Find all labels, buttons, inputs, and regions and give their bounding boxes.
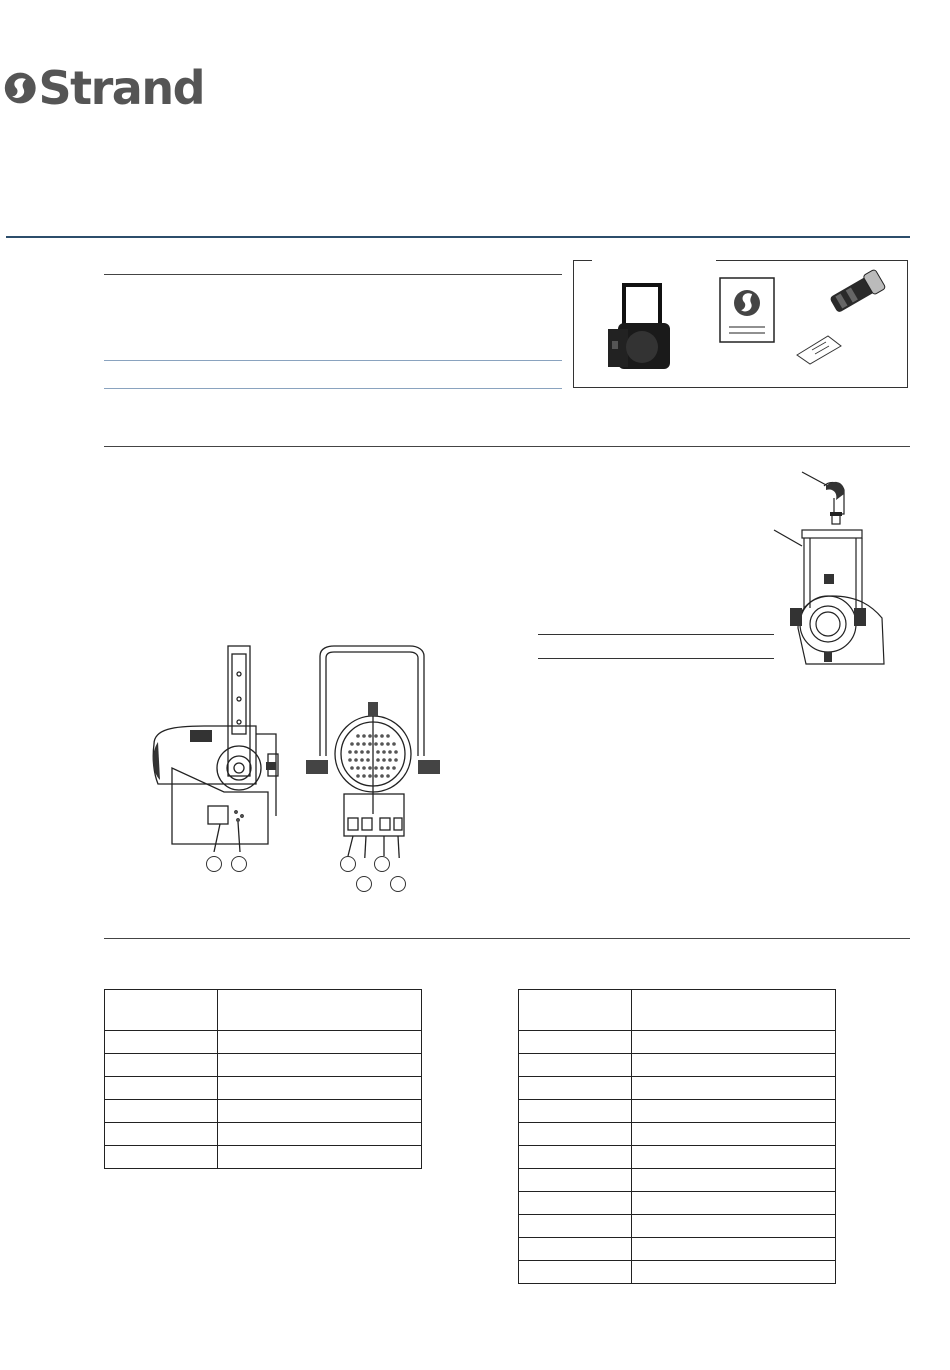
- table-row: [105, 1031, 422, 1054]
- table-cell: [218, 1100, 422, 1123]
- table-cell: [519, 1192, 632, 1215]
- table-header-cell: [519, 990, 632, 1031]
- rear-callout-2: [374, 856, 390, 872]
- table-row: [519, 1123, 836, 1146]
- hanging-clamp-icon: [772, 468, 892, 672]
- section-rule: [104, 274, 562, 275]
- table-cell: [632, 1261, 836, 1284]
- table-row: [105, 1123, 422, 1146]
- table-cell: [105, 1123, 218, 1146]
- section-rule: [104, 360, 562, 361]
- table-cell: [519, 1077, 632, 1100]
- table-cell: [519, 1261, 632, 1284]
- table-cell: [632, 1146, 836, 1169]
- section-rule: [104, 938, 910, 939]
- table-cell: [519, 1031, 632, 1054]
- table-cell: [218, 1077, 422, 1100]
- table-cell: [519, 1054, 632, 1077]
- rear-callout-4: [390, 876, 406, 892]
- table-row: [519, 1192, 836, 1215]
- table-cell: [632, 1123, 836, 1146]
- brand-logo: [4, 62, 204, 114]
- table-row: [105, 1100, 422, 1123]
- table-cell: [105, 1054, 218, 1077]
- table-cell: [632, 1100, 836, 1123]
- table-cell: [519, 1169, 632, 1192]
- box-gap: [592, 259, 716, 262]
- spec-table-left: [104, 989, 422, 1169]
- side-callout-1: [206, 856, 222, 872]
- section-rule: [538, 658, 774, 659]
- table-cell: [632, 1031, 836, 1054]
- table-cell: [105, 1100, 218, 1123]
- table-cell: [218, 1031, 422, 1054]
- section-rule: [104, 388, 562, 389]
- table-cell: [519, 1100, 632, 1123]
- table-cell: [519, 1238, 632, 1261]
- section-rule: [104, 446, 910, 447]
- table-header-cell: [105, 990, 218, 1031]
- table-cell: [218, 1054, 422, 1077]
- table-cell: [218, 1146, 422, 1169]
- manual-document-icon: [719, 277, 777, 345]
- table-cell: [218, 1123, 422, 1146]
- table-row: [519, 1169, 836, 1192]
- fixture-rear-view: [300, 644, 446, 858]
- table-row: [519, 1261, 836, 1284]
- table-row: [519, 1238, 836, 1261]
- table-row: [519, 1077, 836, 1100]
- spec-table-right: [518, 989, 836, 1284]
- table-cell: [632, 1238, 836, 1261]
- table-cell: [105, 1077, 218, 1100]
- table-row: [519, 1215, 836, 1238]
- table-header-row: [105, 990, 422, 1031]
- rear-callout-1: [340, 856, 356, 872]
- warranty-card-icon: [794, 333, 844, 367]
- header-rule: [6, 236, 910, 238]
- section-rule: [538, 634, 774, 635]
- table-cell: [519, 1215, 632, 1238]
- table-row: [519, 1031, 836, 1054]
- table-cell: [519, 1146, 632, 1169]
- table-cell: [632, 1215, 836, 1238]
- table-header-row: [519, 990, 836, 1031]
- side-callout-2: [231, 856, 247, 872]
- table-row: [519, 1146, 836, 1169]
- fresnel-fixture-icon: [602, 279, 682, 375]
- table-cell: [105, 1031, 218, 1054]
- table-cell: [105, 1146, 218, 1169]
- table-cell: [632, 1054, 836, 1077]
- table-row: [519, 1054, 836, 1077]
- table-cell: [519, 1123, 632, 1146]
- brand-name: Strand: [38, 61, 204, 115]
- table-cell: [632, 1077, 836, 1100]
- table-row: [105, 1077, 422, 1100]
- rear-callout-3: [356, 876, 372, 892]
- fixture-side-view: [144, 644, 290, 852]
- table-header-cell: [632, 990, 836, 1031]
- strand-swirl-icon: [4, 68, 36, 108]
- table-cell: [632, 1169, 836, 1192]
- table-row: [105, 1146, 422, 1169]
- table-row: [519, 1100, 836, 1123]
- table-cell: [632, 1192, 836, 1215]
- power-connector-icon: [822, 269, 892, 315]
- kit-contents-box: [573, 260, 908, 388]
- table-row: [105, 1054, 422, 1077]
- table-header-cell: [218, 990, 422, 1031]
